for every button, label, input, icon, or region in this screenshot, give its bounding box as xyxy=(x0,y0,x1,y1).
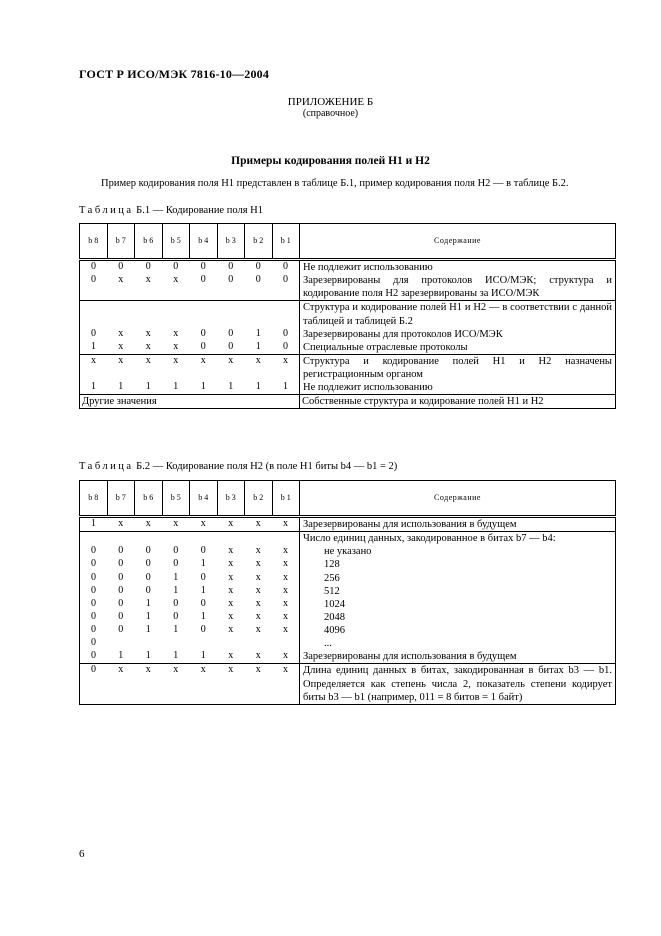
bit-cell-b5: 1 xyxy=(162,650,190,664)
bit-cell-b4: x xyxy=(190,354,218,381)
bit-cell-b2: x xyxy=(245,650,273,664)
bit-cell-b2: x xyxy=(255,558,261,570)
header-b3: b 3 xyxy=(217,481,245,517)
table-row xyxy=(80,545,616,558)
bit-cell-b8: 1 xyxy=(80,381,108,395)
bit-cell-b8: 0 xyxy=(80,650,108,664)
bit-cell-b1: x xyxy=(272,664,300,704)
bit-cell-b1: x xyxy=(272,611,300,624)
table-row xyxy=(80,341,616,355)
table-row-other xyxy=(80,395,616,409)
bit-cell-b1: x xyxy=(272,572,300,585)
bit-cell-b6 xyxy=(135,301,163,328)
header-b4: b 4 xyxy=(190,224,218,260)
bit-cell-b4: 0 xyxy=(200,545,206,557)
bit-cell-b8: 0 xyxy=(80,624,108,637)
content-cell: Зарезервированы для протоколов ИСО/МЭК xyxy=(300,328,616,341)
bit-cell-b3: x xyxy=(228,571,234,583)
bit-cell-b2 xyxy=(245,637,273,650)
table-row xyxy=(80,260,616,275)
bit-cell-b6: 1 xyxy=(135,381,163,395)
bit-cell-b5: x xyxy=(162,274,190,301)
bit-cell-b6: 1 xyxy=(135,650,163,664)
bit-cell-b8: 0 xyxy=(80,611,108,624)
bit-cell-b3 xyxy=(217,301,245,328)
bit-cell-b5: x xyxy=(162,517,190,532)
bit-cell-b7 xyxy=(107,301,135,328)
bit-cell-b2: x xyxy=(255,571,261,583)
bit-cell-b3: 0 xyxy=(217,260,245,275)
table-row xyxy=(80,517,616,532)
bit-cell-b3: x xyxy=(217,517,245,532)
document-header: ГОСТ Р ИСО/МЭК 7816-10—2004 xyxy=(79,67,270,81)
bit-cell-b7: x xyxy=(107,354,135,381)
bit-cell-b6: x xyxy=(135,517,163,532)
bit-cell-b3: x xyxy=(228,545,234,557)
bit-cell-b7: x xyxy=(107,341,135,355)
other-values-label: Другие значения xyxy=(80,395,300,409)
bit-cell-b8 xyxy=(80,532,108,546)
content-cell: Зарезервированы для протоколов ИСО/МЭК; структура и кодирование поля H2 зарезервированы за ИСО/МЭК xyxy=(300,274,616,301)
bit-cell-b8: 0 xyxy=(80,664,108,704)
content-cell: 256 xyxy=(300,572,616,585)
bit-cell-b5: x xyxy=(162,354,190,381)
header-b4: b 4 xyxy=(190,481,218,517)
header-b6: b 6 xyxy=(135,224,163,260)
bit-cell-b7: x xyxy=(107,664,135,704)
header-b7: b 7 xyxy=(107,481,135,517)
bit-cell-b2: 1 xyxy=(255,327,261,339)
bit-cell-b3: 0 xyxy=(217,274,245,301)
other-values-content: Собственные структура и кодирование полей H1 и H2 xyxy=(300,395,616,409)
bit-cell-b8: x xyxy=(80,354,108,381)
content-cell: Длина единиц данных в битах, закодированная в битах b3 — b1. Определяется как степень числа 2, показатель степени кодирует биты b3 — b1 (например, 011 = 8 битов = 1 байт) xyxy=(300,664,616,704)
bit-cell-b5: x xyxy=(173,327,179,339)
content-cell: Зарезервированы для использования в будущем xyxy=(300,650,616,664)
bit-cell-b5: 1 xyxy=(173,624,179,635)
bit-cell-b3: x xyxy=(228,597,234,609)
table-row xyxy=(80,328,616,341)
bit-cell-b1: x xyxy=(272,624,300,637)
bit-cell-b1: x xyxy=(272,517,300,532)
bit-cell-b2: 0 xyxy=(245,260,273,275)
header-content: Содержание xyxy=(300,481,616,517)
table-row xyxy=(80,664,616,704)
table1-caption-text: Б.1 — Кодирование поля H1 xyxy=(136,205,263,216)
bit-cell-b7: x xyxy=(107,274,135,301)
bit-cell-b2: x xyxy=(245,517,273,532)
header-b3: b 3 xyxy=(217,224,245,260)
row-group xyxy=(80,532,616,664)
bit-cell-b3: x xyxy=(217,650,245,664)
bit-cell-b4: 1 xyxy=(200,584,206,596)
table-b2 xyxy=(79,480,616,705)
header-b5: b 5 xyxy=(162,481,190,517)
bit-cell-b7: 0 xyxy=(118,610,124,622)
bit-cell-b7: 1 xyxy=(107,650,135,664)
bit-cell-b6: x xyxy=(145,327,151,339)
table-row xyxy=(80,624,616,637)
bit-cell-b5: x xyxy=(162,341,190,355)
bit-cell-b6: x xyxy=(135,274,163,301)
bit-cell-b8: 0 xyxy=(80,585,108,598)
table-b1 xyxy=(79,223,616,409)
bit-cell-b3 xyxy=(217,637,245,650)
bit-cell-b4 xyxy=(190,532,218,546)
bit-cell-b5: 1 xyxy=(162,381,190,395)
bit-cell-b5: 0 xyxy=(173,545,179,557)
bit-cell-b4: x xyxy=(190,664,218,704)
bit-cell-b8: 1 xyxy=(80,341,108,355)
bit-cell-b8: 1 xyxy=(80,517,108,532)
row-group xyxy=(80,664,616,704)
bit-cell-b7: 0 xyxy=(118,597,124,609)
bit-cell-b2: x xyxy=(245,664,273,704)
bit-cell-b8: 0 xyxy=(80,545,108,558)
bit-cell-b7: 0 xyxy=(118,584,124,596)
bit-cell-b5: 0 xyxy=(173,597,179,609)
intro-paragraph: Пример кодирования поля H1 представлен в таблице Б.1, пример кодирования поля H2 — в таблице Б.2. xyxy=(101,178,569,189)
bit-cell-b7: x xyxy=(118,327,124,339)
bit-cell-b4: 1 xyxy=(190,650,218,664)
header-b8: b 8 xyxy=(80,224,108,260)
bit-cell-b3: x xyxy=(228,610,234,622)
row-group xyxy=(80,354,616,394)
content-cell: не указано xyxy=(300,545,616,558)
annex-subtitle: (справочное) xyxy=(302,108,359,119)
bit-cell-b4: 0 xyxy=(200,327,206,339)
bit-cell-b1: x xyxy=(272,354,300,381)
bit-cell-b4: 0 xyxy=(190,341,218,355)
header-content: Содержание xyxy=(300,224,616,260)
bit-cell-b1: 0 xyxy=(272,328,300,341)
table-row xyxy=(80,650,616,664)
content-cell: Зарезервированы для использования в будущем xyxy=(300,517,616,532)
bit-cell-b5: 0 xyxy=(162,260,190,275)
bit-cell-b1: 0 xyxy=(272,341,300,355)
bit-cell-b1: x xyxy=(272,585,300,598)
bit-cell-b8: 0 xyxy=(80,260,108,275)
row-group xyxy=(80,260,616,301)
bit-cell-b6: x xyxy=(135,354,163,381)
bit-cell-b7 xyxy=(107,637,135,650)
bit-cell-b5 xyxy=(162,301,190,328)
header-b1: b 1 xyxy=(272,224,300,260)
header-b6: b 6 xyxy=(135,481,163,517)
bit-cell-b1: x xyxy=(272,650,300,664)
bit-cell-b6: 0 xyxy=(145,584,151,596)
bit-cell-b3: x xyxy=(217,664,245,704)
bit-cell-b6: 0 xyxy=(145,558,151,570)
content-cell: 1024 xyxy=(300,598,616,611)
table2-caption-label: Таблица xyxy=(79,461,134,472)
table-row xyxy=(80,637,616,650)
bit-cell-b8 xyxy=(80,301,108,328)
table-row xyxy=(80,585,616,598)
table2-header-row xyxy=(80,481,616,517)
bit-cell-b6: 1 xyxy=(145,597,151,609)
bit-cell-b2 xyxy=(245,301,273,328)
bit-cell-b3: x xyxy=(217,354,245,381)
content-cell: 4096 xyxy=(300,624,616,637)
bit-cell-b6: 1 xyxy=(145,624,151,635)
bit-cell-b3: 1 xyxy=(217,381,245,395)
bit-cell-b1 xyxy=(272,637,300,650)
page-number: 6 xyxy=(79,848,85,860)
bit-cell-b7 xyxy=(107,532,135,546)
bit-cell-b1 xyxy=(272,301,300,328)
bit-cell-b5: 0 xyxy=(173,610,179,622)
header-b8: b 8 xyxy=(80,481,108,517)
table-row xyxy=(80,354,616,381)
bit-cell-b4: 0 xyxy=(190,260,218,275)
content-cell: Не подлежит использованию xyxy=(300,260,616,275)
content-cell: Структура и кодирование полей H1 и H2 — в соответствии с данной таблицей и таблицей Б.2 xyxy=(300,301,616,328)
bit-cell-b4: 0 xyxy=(200,571,206,583)
bit-cell-b4: 0 xyxy=(190,274,218,301)
bit-cell-b2 xyxy=(245,532,273,546)
bit-cell-b4: 1 xyxy=(190,381,218,395)
bit-cell-b2: x xyxy=(255,610,261,622)
bit-cell-b1: 0 xyxy=(272,260,300,275)
row-group xyxy=(80,517,616,532)
header-b1: b 1 xyxy=(272,481,300,517)
row-group xyxy=(80,301,616,355)
table-row xyxy=(80,274,616,301)
bit-cell-b3 xyxy=(217,532,245,546)
bit-cell-b5: 0 xyxy=(173,558,179,570)
bit-cell-b5: 1 xyxy=(173,571,179,583)
bit-cell-b3: x xyxy=(228,624,234,635)
bit-cell-b6: 1 xyxy=(145,610,151,622)
section-title: Примеры кодирования полей H1 и H2 xyxy=(231,155,430,167)
bit-cell-b7: 0 xyxy=(118,558,124,570)
bit-cell-b8: 0 xyxy=(80,274,108,301)
bit-cell-b2: x xyxy=(255,584,261,596)
bit-cell-b5 xyxy=(162,637,190,650)
bit-cell-b6 xyxy=(135,637,163,650)
table-row xyxy=(80,558,616,571)
content-cell: ... xyxy=(300,637,616,650)
bit-cell-b5 xyxy=(162,532,190,546)
bit-cell-b3: 0 xyxy=(228,327,234,339)
bit-cell-b1: x xyxy=(272,558,300,571)
bit-cell-b6: x xyxy=(135,341,163,355)
table2-caption xyxy=(79,461,397,472)
content-cell: 128 xyxy=(300,558,616,571)
bit-cell-b2: 1 xyxy=(245,341,273,355)
bit-cell-b1: x xyxy=(272,598,300,611)
content-cell: Не подлежит использованию xyxy=(300,381,616,395)
bit-cell-b1 xyxy=(272,532,300,546)
bit-cell-b7: 0 xyxy=(118,545,124,557)
bit-cell-b7: 0 xyxy=(118,571,124,583)
bit-cell-b3: x xyxy=(228,558,234,570)
bit-cell-b7: 0 xyxy=(118,624,124,635)
bit-cell-b1: 1 xyxy=(272,381,300,395)
bit-cell-b8: 0 xyxy=(80,558,108,571)
bit-cell-b8: 0 xyxy=(80,572,108,585)
table1-header-row xyxy=(80,224,616,260)
bit-cell-b2: x xyxy=(245,354,273,381)
bit-cell-b8: 0 xyxy=(80,598,108,611)
bit-cell-b2: x xyxy=(255,545,261,557)
content-cell: Специальные отраслевые протоколы xyxy=(300,341,616,355)
table-row xyxy=(80,532,616,546)
header-b2: b 2 xyxy=(245,224,273,260)
table-row xyxy=(80,572,616,585)
bit-cell-b8: 0 xyxy=(80,637,108,650)
table-row xyxy=(80,611,616,624)
bit-cell-b5: 1 xyxy=(173,584,179,596)
header-b7: b 7 xyxy=(107,224,135,260)
bit-cell-b1: 0 xyxy=(272,274,300,301)
bit-cell-b4: 0 xyxy=(200,624,206,635)
bit-cell-b4: x xyxy=(190,517,218,532)
table-row xyxy=(80,381,616,395)
bit-cell-b3: x xyxy=(228,584,234,596)
header-b5: b 5 xyxy=(162,224,190,260)
content-cell: 512 xyxy=(300,585,616,598)
bit-cell-b7: 0 xyxy=(107,260,135,275)
bit-cell-b6 xyxy=(135,532,163,546)
bit-cell-b7: 1 xyxy=(107,381,135,395)
bit-cell-b4: 1 xyxy=(200,610,206,622)
bit-cell-b4: 1 xyxy=(200,558,206,570)
bit-cell-b6: 0 xyxy=(145,545,151,557)
content-cell: Структура и кодирование полей H1 и H2 назначены регистрационным органом xyxy=(300,354,616,381)
header-b2: b 2 xyxy=(245,481,273,517)
content-cell: Число единиц данных, закодированное в битах b7 — b4: xyxy=(300,532,616,546)
content-cell: 2048 xyxy=(300,611,616,624)
bit-cell-b4: 0 xyxy=(200,597,206,609)
bit-cell-b2: x xyxy=(255,597,261,609)
bit-cell-b2: x xyxy=(255,624,261,635)
bit-cell-b2: 1 xyxy=(245,381,273,395)
bit-cell-b7: x xyxy=(107,517,135,532)
table1-caption xyxy=(79,205,263,216)
bit-cell-b6: 0 xyxy=(145,571,151,583)
annex-title: ПРИЛОЖЕНИЕ Б xyxy=(287,96,374,108)
table-row xyxy=(80,301,616,328)
bit-cell-b3: 0 xyxy=(217,341,245,355)
bit-cell-b8: 0 xyxy=(80,328,108,341)
bit-cell-b1: x xyxy=(272,545,300,558)
table2-caption-text: Б.2 — Кодирование поля H2 (в поле H1 биты b4 — b1 = 2) xyxy=(136,461,398,472)
bit-cell-b5: x xyxy=(162,664,190,704)
table1-caption-label: Таблица xyxy=(79,205,134,216)
bit-cell-b2: 0 xyxy=(245,274,273,301)
bit-cell-b4 xyxy=(190,301,218,328)
table-row xyxy=(80,598,616,611)
bit-cell-b6: 0 xyxy=(135,260,163,275)
bit-cell-b4 xyxy=(190,637,218,650)
bit-cell-b6: x xyxy=(135,664,163,704)
